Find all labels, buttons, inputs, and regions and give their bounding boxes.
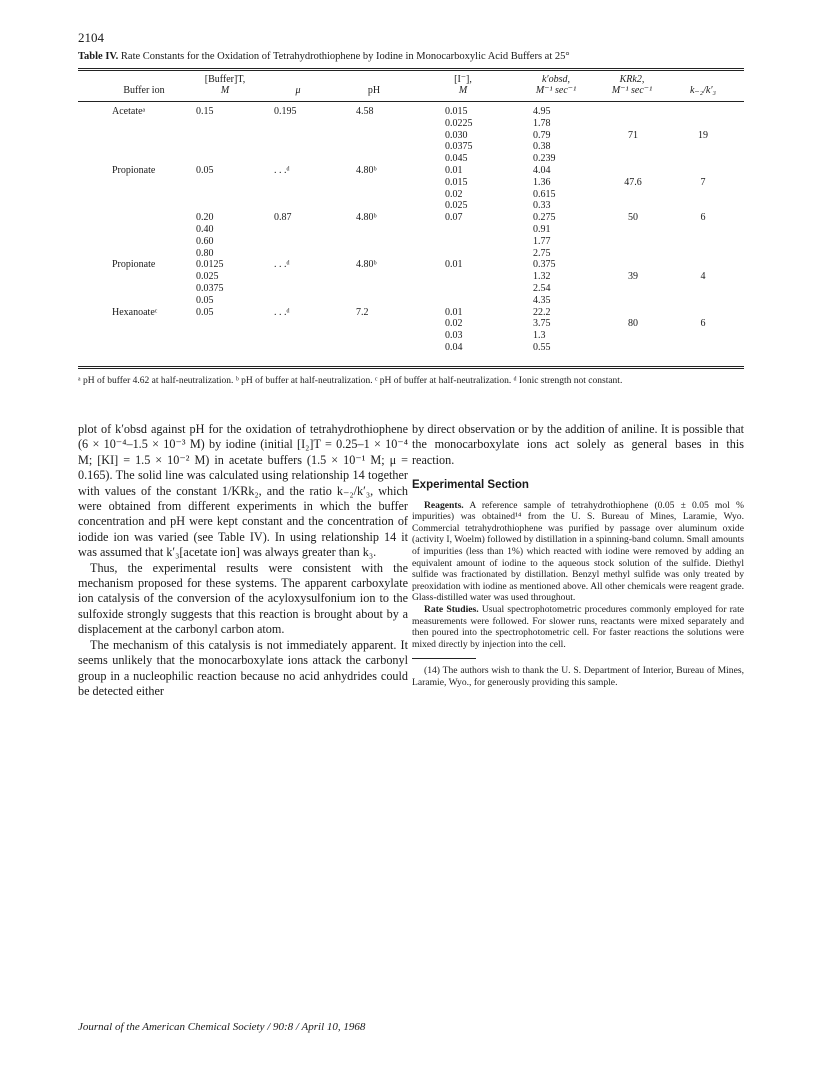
- table-cell-krk2: 80: [628, 318, 638, 330]
- table-cell-kobsd: 0.91: [533, 224, 551, 235]
- table-row: [78, 330, 744, 341]
- table-row: [78, 307, 744, 318]
- table-cell-krk2: 39: [628, 271, 638, 283]
- table-row: [78, 141, 744, 152]
- table-row: [78, 236, 744, 247]
- table-header: [78, 74, 744, 100]
- header-buffer-conc: [Buffer]T, M: [204, 74, 246, 96]
- section-title: Experimental Section: [412, 479, 529, 492]
- table-cell-kobsd: 4.35: [533, 294, 551, 306]
- table-cell-ratio: 6: [700, 212, 706, 224]
- table-cell-kobsd: 1.36: [533, 176, 551, 188]
- table-cell-buffer: 0.20: [196, 212, 214, 224]
- table-cell-kobsd: 2.54: [533, 283, 551, 294]
- table-cell-iodide: 0.01: [445, 259, 463, 271]
- right-paragraph-1: by direct observation or by the addition of aniline. It is possible that the monocarboxylate ions act solely as general bases in this reaction.: [412, 422, 744, 467]
- footnote-14: (14) The authors wish to thank the U. S. Department of Interior, Bureau of Mines, Laramie, Wyo., for generously providing this sample.: [412, 665, 744, 688]
- table-row: [78, 342, 744, 353]
- table-row: [78, 130, 744, 141]
- table-cell-kobsd: 2.75: [533, 247, 551, 259]
- table-cell-ion: Acetateᵃ: [112, 106, 146, 117]
- table-cell-mu: . . .ᵈ: [274, 306, 290, 318]
- header-mu: μ: [295, 85, 301, 96]
- table-cell-iodide: 0.030: [445, 129, 468, 141]
- table-cell-iodide: 0.045: [445, 153, 468, 165]
- table-cell-kobsd: 0.375: [533, 259, 556, 271]
- table-title: Rate Constants for the Oxidation of Tetrahydrothiophene by Iodine in Monocarboxylic Acid Buffers at 25°: [120, 51, 570, 62]
- table-row: [78, 106, 744, 117]
- rate-studies-paragraph: Rate Studies. Usual spectrophotometric procedures commonly employed for rate measurements were followed. For slower runs, reactants were mixed separately and then poured into the spectrophotometric cell. For faster reactions the solutions were mixed directly by injection into the cell.: [412, 603, 744, 650]
- table-cell-kobsd: 1.78: [533, 117, 551, 129]
- header-ratio: k₋₂/k′₃: [689, 85, 717, 96]
- table-cell-buffer: 0.80: [196, 247, 214, 259]
- table-cell-kobsd: 1.3: [533, 330, 546, 342]
- table-cell-kobsd: 1.77: [533, 235, 551, 247]
- table-cell-kobsd: 0.275: [533, 212, 556, 224]
- table-cell-ratio: 19: [698, 129, 708, 141]
- table-row: [78, 224, 744, 235]
- table-cell-kobsd: 1.32: [533, 271, 551, 283]
- table-cell-krk2: 47.6: [624, 176, 642, 188]
- table-cell-kobsd: 0.79: [533, 129, 551, 141]
- table-cell-kobsd: 0.615: [533, 188, 556, 200]
- table-cell-iodide: 0.01: [445, 165, 463, 176]
- left-column: [78, 422, 408, 699]
- table-cell-ph: 4.58: [356, 106, 374, 117]
- table-cell-ph: 4.80ᵇ: [356, 165, 377, 176]
- table-cell-mu: . . .ᵈ: [274, 165, 290, 176]
- table-row: [78, 200, 744, 211]
- table-cell-iodide: 0.0225: [445, 117, 473, 129]
- table-row: [78, 189, 744, 200]
- table-row: [78, 212, 744, 223]
- header-ph: pH: [367, 85, 381, 96]
- table-cell-iodide: 0.02: [445, 318, 463, 330]
- table-row: [78, 153, 744, 164]
- table-cell-kobsd: 0.55: [533, 342, 551, 353]
- table-cell-kobsd: 3.75: [533, 318, 551, 330]
- table-cell-buffer: 0.0125: [196, 259, 224, 271]
- table-top-rule: [78, 68, 744, 71]
- table-cell-buffer: 0.15: [196, 106, 214, 117]
- table-cell-mu: 0.87: [274, 212, 292, 224]
- table-row: [78, 259, 744, 270]
- left-paragraph-3: The mechanism of this catalysis is not immediately apparent. It seems unlikely that the monocarboxylate ions attack the carbonyl group in a nucleophilic reaction because no acid anhydrides could be detected either: [78, 637, 408, 698]
- table-cell-krk2: 71: [628, 129, 638, 141]
- table-row: [78, 165, 744, 176]
- header-kobsd: k′obsd, M⁻¹ sec⁻¹: [535, 74, 577, 96]
- table-cell-ion: Propionate: [112, 259, 156, 271]
- left-paragraph-2: Thus, the experimental results were consistent with the mechanism proposed for these systems. The apparent carboxylate ion catalysis of the conversion of the acyloxysulfonium ion to the sulfoxide strongly suggests that this reaction is brought about by a displacement at the carbonyl carbon atom.: [78, 560, 408, 637]
- table-cell-ratio: 6: [700, 318, 706, 330]
- table-label: Table IV.: [78, 51, 119, 62]
- table-cell-kobsd: 0.33: [533, 200, 551, 212]
- table-cell-iodide: 0.07: [445, 212, 463, 224]
- table-cell-buffer: 0.05: [196, 165, 214, 176]
- table-cell-mu: 0.195: [274, 106, 297, 117]
- header-buffer-ion: Buffer ion: [123, 85, 165, 96]
- header-iodide: [I⁻], M: [454, 74, 472, 96]
- table-caption: [78, 51, 570, 62]
- table-cell-kobsd: 22.2: [533, 306, 551, 318]
- table-row: [78, 295, 744, 306]
- footnote-rule: [412, 658, 476, 659]
- table-cell-ph: 7.2: [356, 306, 369, 318]
- right-column: [412, 422, 744, 689]
- table-cell-ph: 4.80ᵇ: [356, 212, 377, 224]
- page-number: 2104: [78, 30, 104, 45]
- table-cell-buffer: 0.05: [196, 294, 214, 306]
- table-header-rule: [78, 101, 744, 102]
- header-krk2: KRk2, M⁻¹ sec⁻¹: [611, 74, 653, 96]
- table-cell-kobsd: 0.38: [533, 141, 551, 153]
- table-footnotes: ᵃ pH of buffer 4.62 at half-neutralization. ᵇ pH of buffer at half-neutralization. ᶜ pH of buffer at half-neutralization. ᵈ Ionic strength not constant.: [78, 376, 623, 386]
- table-cell-iodide: 0.04: [445, 342, 463, 353]
- table-cell-buffer: 0.025: [196, 271, 219, 283]
- table-cell-buffer: 0.05: [196, 306, 214, 318]
- table-row: [78, 318, 744, 329]
- table-cell-ph: 4.80ᵇ: [356, 259, 377, 271]
- table-cell-ratio: 4: [700, 271, 706, 283]
- table-cell-buffer: 0.40: [196, 224, 214, 235]
- table-row: [78, 177, 744, 188]
- table-row: [78, 271, 744, 282]
- table-row: [78, 283, 744, 294]
- table-cell-krk2: 50: [628, 212, 638, 224]
- left-paragraph-1: plot of k′obsd against pH for the oxidation of tetrahydrothiophene (6 × 10⁻⁴–1.5 × 10⁻³ M) by iodine (initial [I₂]T = 0.25–1 × 10⁻⁴ M; [KI] = 1.5 × 10⁻² M) in acetate buffers (1.5 × 10⁻¹ M; μ = 0.165). The solid line was calculated using relationship 14 together with values of the constant 1/KRk₂, and the ratio k₋₂/k′₃, which were obtained from different experiments in which the buffer concentration and pH were kept constant and the concentration of iodide ion was varied (see Table IV). In using relationship 14 it was assumed that k′₃[acetate ion] was always greater than k₃.: [78, 422, 408, 560]
- table-row: [78, 248, 744, 259]
- table-cell-kobsd: 4.95: [533, 106, 551, 117]
- table-cell-iodide: 0.01: [445, 306, 463, 318]
- table-row: [78, 118, 744, 129]
- table-cell-ion: Hexanoateᶜ: [112, 306, 158, 318]
- table-cell-mu: . . .ᵈ: [274, 259, 290, 271]
- table-cell-iodide: 0.02: [445, 188, 463, 200]
- reagents-paragraph: Reagents. A reference sample of tetrahydrothiophene (0.05 ± 0.05 mol % impurities) was obtained¹⁴ from the U. S. Bureau of Mines, Laramie, Wyo. Commercial tetrahydrothiophene was purified by passage over aluminum oxide (activity I, Woelm) followed by distillation in a spinning-band column. Small amounts of impurities (less than 1%) which reacted with iodine were removed by adding an equivalent amount of iodine to the aqueous stock solution of the sulfide. Diethyl sulfide was fractionated by distillation. Benzyl methyl sulfide was only treated by preoxidation with iodine as mentioned above. All other chemicals were reagent grade. Glass-distilled water was used throughout.: [412, 499, 744, 604]
- table-cell-ion: Propionate: [112, 165, 156, 176]
- table-cell-iodide: 0.015: [445, 176, 468, 188]
- table-cell-iodide: 0.015: [445, 106, 468, 117]
- table-cell-iodide: 0.0375: [445, 141, 473, 153]
- table-cell-kobsd: 4.04: [533, 165, 551, 176]
- journal-footer: Journal of the American Chemical Society / 90:8 / April 10, 1968: [78, 1021, 366, 1033]
- table-cell-iodide: 0.025: [445, 200, 468, 212]
- table-cell-ratio: 7: [700, 176, 706, 188]
- table-cell-kobsd: 0.239: [533, 153, 556, 165]
- table-cell-iodide: 0.03: [445, 330, 463, 342]
- table-cell-buffer: 0.0375: [196, 283, 224, 294]
- table-bottom-rule: [78, 366, 744, 369]
- table-cell-buffer: 0.60: [196, 235, 214, 247]
